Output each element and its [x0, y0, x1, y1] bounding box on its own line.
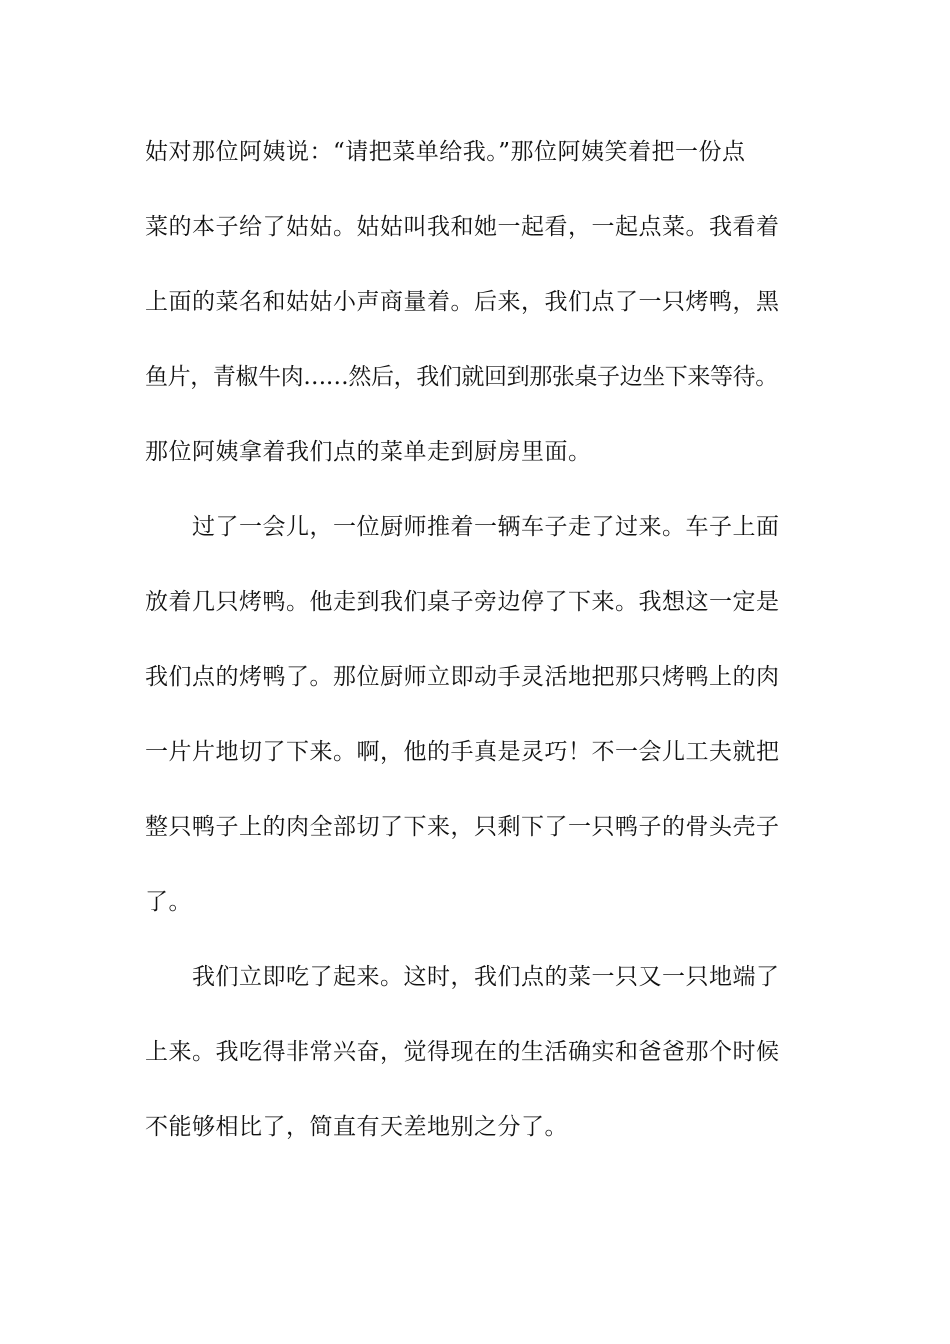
text-line: 我们点的烤鸭了。那位厨师立即动手灵活地把那只烤鸭上的肉	[145, 664, 780, 690]
text-line: 鱼片，青椒牛肉……然后，我们就回到那张桌子边坐下来等待。	[145, 364, 778, 390]
text-line: 一片片地切了下来。啊，他的手真是灵巧！不一会儿工夫就把	[145, 739, 780, 765]
text-line: 上面的菜名和姑姑小声商量着。后来，我们点了一只烤鸭，黑	[145, 289, 780, 315]
text-line: 整只鸭子上的肉全部切了下来，只剩下了一只鸭子的骨头壳子	[145, 814, 780, 840]
text-line: 那位阿姨拿着我们点的菜单走到厨房里面。	[145, 439, 592, 465]
text-line: 上来。我吃得非常兴奋，觉得现在的生活确实和爸爸那个时候	[145, 1039, 780, 1065]
paragraph-start-line: 我们立即吃了起来。这时，我们点的菜一只又一只地端了	[192, 964, 780, 990]
text-line: 不能够相比了，简直有天差地别之分了。	[145, 1114, 568, 1140]
text-line: 姑对那位阿姨说：“请把菜单给我。”那位阿姨笑着把一份点	[145, 139, 746, 165]
text-line: 了。	[145, 889, 192, 915]
document-body	[145, 130, 815, 1180]
text-line: 放着几只烤鸭。他走到我们桌子旁边停了下来。我想这一定是	[145, 589, 780, 615]
paragraph-start-line: 过了一会儿，一位厨师推着一辆车子走了过来。车子上面	[192, 514, 780, 540]
text-line: 菜的本子给了姑姑。姑姑叫我和她一起看，一起点菜。我看着	[145, 214, 780, 240]
